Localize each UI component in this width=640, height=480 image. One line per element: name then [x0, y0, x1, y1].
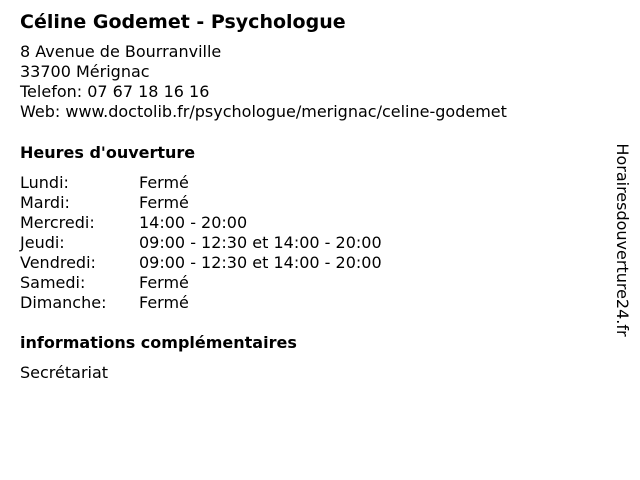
hours-row-tuesday	[20, 193, 600, 213]
additional-info-heading: informations complémentaires	[20, 333, 297, 352]
hours-row-sunday	[20, 293, 600, 313]
hours-row-friday	[20, 253, 600, 273]
opening-hours-heading: Heures d'ouverture	[20, 143, 196, 162]
address-city: 33700 Mérignac	[20, 62, 150, 81]
business-name: Céline Godemet - Psychologue	[20, 11, 346, 33]
day-label: Mardi:	[20, 193, 70, 212]
day-hours: Fermé	[139, 173, 189, 192]
additional-info-text: Secrétariat	[20, 363, 109, 382]
hours-row-wednesday	[20, 213, 600, 233]
opening-hours-table	[20, 173, 600, 313]
day-label: Vendredi:	[20, 253, 96, 272]
address-street: 8 Avenue de Bourranville	[20, 42, 222, 61]
hours-row-monday	[20, 173, 600, 193]
day-label: Lundi:	[20, 173, 69, 192]
day-hours: Fermé	[139, 273, 189, 292]
phone-line: Telefon: 07 67 18 16 16	[20, 82, 210, 101]
day-hours: Fermé	[139, 293, 189, 312]
day-hours: 14:00 - 20:00	[139, 213, 248, 232]
day-label: Dimanche:	[20, 293, 107, 312]
business-card	[20, 10, 600, 383]
web-line: Web: www.doctolib.fr/psychologue/merignac/celine-godemet	[20, 102, 507, 121]
day-label: Mercredi:	[20, 213, 95, 232]
day-hours: 09:00 - 12:30 et 14:00 - 20:00	[139, 253, 382, 272]
day-hours: 09:00 - 12:30 et 14:00 - 20:00	[139, 233, 382, 252]
site-watermark: Horairesdouverture24.fr	[613, 143, 632, 337]
hours-row-saturday	[20, 273, 600, 293]
day-label: Jeudi:	[20, 233, 65, 252]
hours-row-thursday	[20, 233, 600, 253]
day-hours: Fermé	[139, 193, 189, 212]
day-label: Samedi:	[20, 273, 86, 292]
